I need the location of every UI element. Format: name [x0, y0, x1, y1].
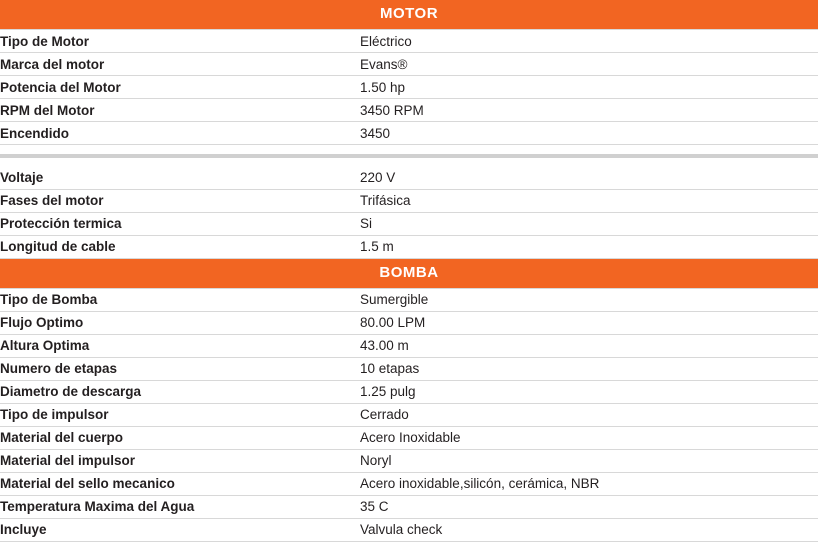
spec-value: Cerrado: [360, 403, 818, 426]
spec-value: 80.00 LPM: [360, 311, 818, 334]
spec-value: Trifásica: [360, 189, 818, 212]
spec-value: Sumergible: [360, 288, 818, 311]
table-row: [0, 76, 818, 99]
table-row: [0, 472, 818, 495]
spec-value: 1.50 hp: [360, 76, 818, 99]
table-row: [0, 403, 818, 426]
section-header-bomba: BOMBA: [0, 259, 818, 288]
spec-label: Flujo Optimo: [0, 311, 360, 334]
spec-value: Noryl: [360, 449, 818, 472]
spec-value: Acero Inoxidable: [360, 426, 818, 449]
spec-value: Si: [360, 212, 818, 235]
spec-label: Temperatura Maxima del Agua: [0, 495, 360, 518]
table-row: [0, 334, 818, 357]
spec-value: Acero inoxidable,silicón, cerámica, NBR: [360, 472, 818, 495]
spec-value: Evans®: [360, 53, 818, 76]
table-row: [0, 189, 818, 212]
table-row: [0, 167, 818, 190]
table-row: [0, 53, 818, 76]
table-row: [0, 380, 818, 403]
table-row: [0, 212, 818, 235]
spec-value: Eléctrico: [360, 30, 818, 53]
spec-value: 220 V: [360, 167, 818, 190]
table-row: [0, 311, 818, 334]
table-row: [0, 449, 818, 472]
table-row: [0, 122, 818, 145]
spec-label: Marca del motor: [0, 53, 360, 76]
spec-value: 3450: [360, 122, 818, 145]
table-row: [0, 99, 818, 122]
spec-value: 43.00 m: [360, 334, 818, 357]
table-row: [0, 518, 818, 541]
table-row: [0, 495, 818, 518]
spec-value: 35 C: [360, 495, 818, 518]
spec-label: Material del cuerpo: [0, 426, 360, 449]
spec-label: Tipo de Bomba: [0, 288, 360, 311]
section-header-motor: MOTOR: [0, 0, 818, 29]
spec-label: Longitud de cable: [0, 235, 360, 258]
spec-label: Material del impulsor: [0, 449, 360, 472]
row-separator-cell: [0, 145, 818, 167]
spec-label: Encendido: [0, 122, 360, 145]
table-row: [0, 288, 818, 311]
table-row: [0, 357, 818, 380]
spec-value: 1.5 m: [360, 235, 818, 258]
spec-label: Diametro de descarga: [0, 380, 360, 403]
table-row: [0, 30, 818, 53]
spec-value: 10 etapas: [360, 357, 818, 380]
spec-value: 3450 RPM: [360, 99, 818, 122]
spec-label: Altura Optima: [0, 334, 360, 357]
spec-value: Valvula check: [360, 518, 818, 541]
spec-label: Tipo de Motor: [0, 30, 360, 53]
row-separator: [0, 145, 818, 167]
spec-table: [0, 288, 818, 542]
table-row: [0, 426, 818, 449]
spec-label: Incluye: [0, 518, 360, 541]
spec-value: 1.25 pulg: [360, 380, 818, 403]
spec-label: Potencia del Motor: [0, 76, 360, 99]
spec-table: [0, 29, 818, 259]
spec-label: Numero de etapas: [0, 357, 360, 380]
spec-label: RPM del Motor: [0, 99, 360, 122]
spec-label: Tipo de impulsor: [0, 403, 360, 426]
spec-label: Voltaje: [0, 167, 360, 190]
divider: [0, 154, 818, 158]
table-row: [0, 235, 818, 258]
spec-label: Material del sello mecanico: [0, 472, 360, 495]
spec-label: Protección termica: [0, 212, 360, 235]
spec-label: Fases del motor: [0, 189, 360, 212]
